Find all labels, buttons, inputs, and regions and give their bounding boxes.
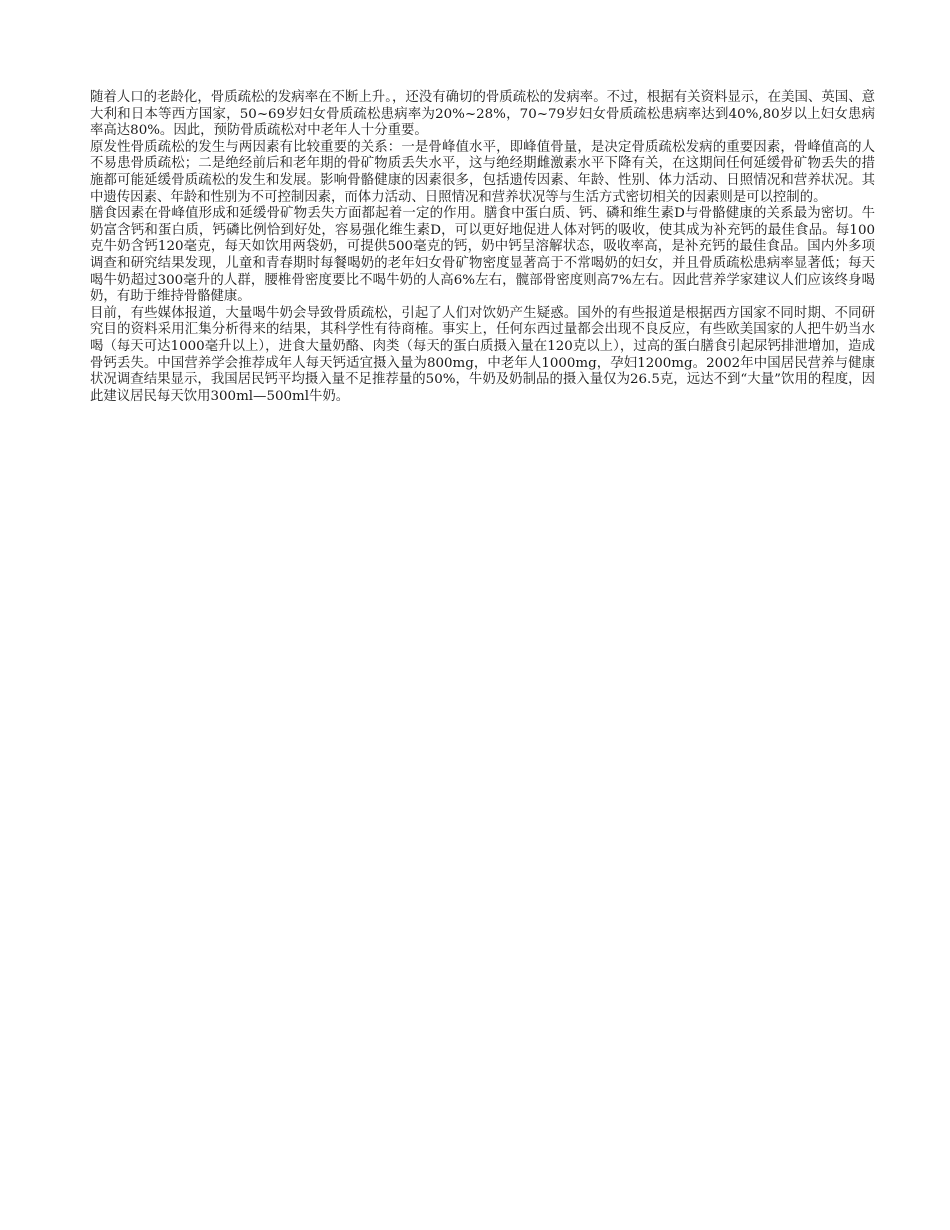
paragraph-primary-osteoporosis-factors: 原发性骨质疏松的发生与两因素有比较重要的关系：一是骨峰值水平，即峰值骨量，是决定骨质疏松发病的重要因素，骨峰值高的人不易患骨质疏松；二是绝经前后和老年期的骨矿物质丢失水平，这与绝经期雌激素水平下降有关，在这期间任何延缓骨矿物丢失的措施都可能延缓骨质疏松的发生和发展。影响骨骼健康的因素很多，包括遗传因素、年龄、性别、体力活动、日照情况和营养状况。其中遗传因素、年龄和性别为不可控制因素，而体力活动、日照情况和营养状况等与生活方式密切相关的因素则是可以控制的。 xyxy=(90,139,875,205)
document-body xyxy=(90,90,875,405)
paragraph-media-reports-calcium-intake: 目前，有些媒体报道，大量喝牛奶会导致骨质疏松，引起了人们对饮奶产生疑惑。国外的有些报道是根据西方国家不同时期、不同研究目的资料采用汇集分析得来的结果，其科学性有待商榷。事实上，任何东西过量都会出现不良反应，有些欧美国家的人把牛奶当水喝（每天可达1000毫升以上），进食大量奶酪、肉类（每天的蛋白质摄入量在120克以上），过高的蛋白膳食引起尿钙排泄增加，造成骨钙丢失。中国营养学会推荐成年人每天钙适宜摄入量为800mg，中老年人1000mg，孕妇1200mg。2002年中国居民营养与健康状况调查结果显示，我国居民钙平均摄入量不足推荐量的50%，牛奶及奶制品的摄入量仅为26.5克，远达不到“大量”饮用的程度，因此建议居民每天饮用300ml—500ml牛奶。 xyxy=(90,305,875,404)
paragraph-osteoporosis-incidence: 随着人口的老龄化，骨质疏松的发病率在不断上升。，还没有确切的骨质疏松的发病率。不过，根据有关资料显示，在美国、英国、意大利和日本等西方国家，50~69岁妇女骨质疏松患病率为20%~28%，70~79岁妇女骨质疏松患病率达到40%,80岁以上妇女患病率高达80%。因此，预防骨质疏松对中老年人十分重要。 xyxy=(90,90,875,139)
paragraph-dietary-factors-milk: 膳食因素在骨峰值形成和延缓骨矿物丢失方面都起着一定的作用。膳食中蛋白质、钙、磷和维生素D与骨骼健康的关系最为密切。牛奶富含钙和蛋白质，钙磷比例恰到好处，容易强化维生素D，可以更好地促进人体对钙的吸收，使其成为补充钙的最佳食品。每100克牛奶含钙120毫克，每天如饮用两袋奶，可提供500毫克的钙，奶中钙呈溶解状态，吸收率高，是补充钙的最佳食品。国内外多项调查和研究结果发现，儿童和青春期时每餐喝奶的老年妇女骨矿物密度显著高于不常喝奶的妇女，并且骨质疏松患病率显著低；每天喝牛奶超过300毫升的人群，腰椎骨密度要比不喝牛奶的人高6%左右，髋部骨密度则高7%左右。因此营养学家建议人们应该终身喝奶，有助于维持骨骼健康。 xyxy=(90,206,875,305)
